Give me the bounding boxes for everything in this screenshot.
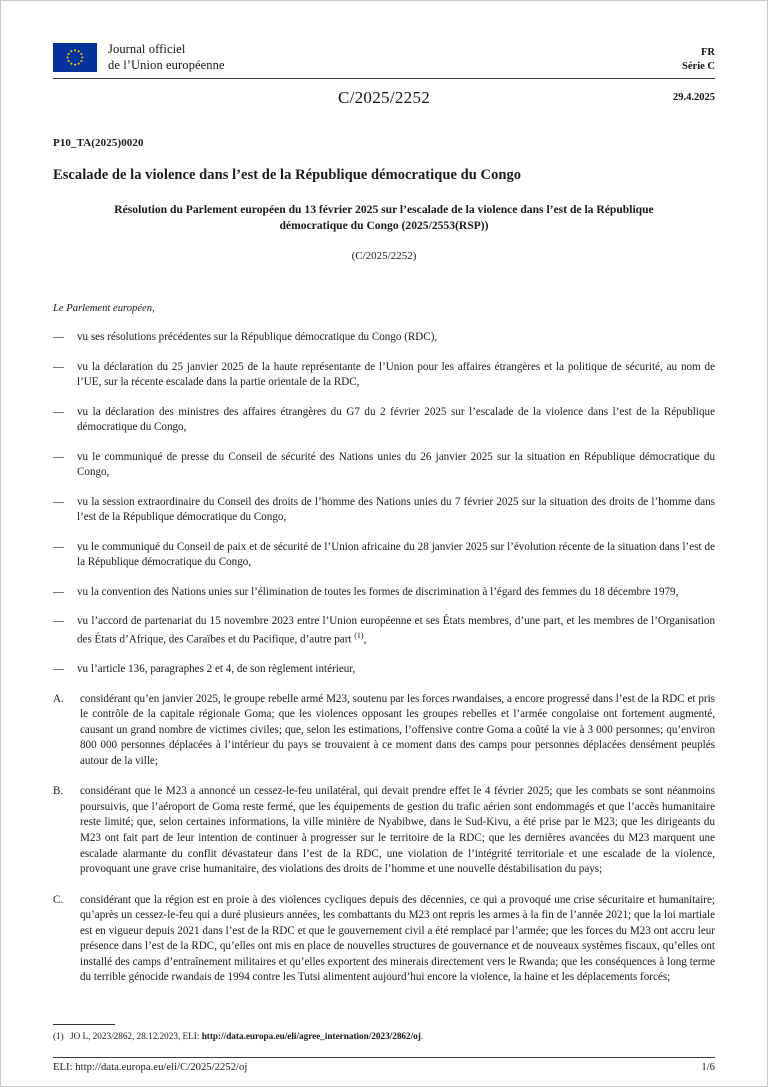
citation-text: vu la session extraordinaire du Conseil des droits de l’homme des Nations unies du 7 février 2025 sur la situation des droits de l’homme dans l’est de la République démocratique du Congo, — [77, 495, 715, 524]
citation-text: vu la convention des Nations unies sur l’élimination de toutes les formes de discrimination à l’égard des femmes du 18 décembre 1979, — [77, 585, 679, 598]
citation-item — [53, 330, 715, 346]
recital-text: considérant que le M23 a annoncé un cessez-le-feu unilatéral, qui devait prendre effet le 4 février 2025; que les combats se sont néanmoins poursuivis, que l’aéroport de Goma reste fermé, que les équipements de gestion du trafic aérien sont endommagés et que l’accès humanitaire reste limité; que, selon certaines informations, la ville minière de Nyabibwe, dans le Sud-Kivu, a été prise par le M23; que les dirigeants du M23 ont fait part de leur intention de continuer à progresser sur le territoire de la RDC; que les dernières avancées du M23 marquent une escalade alarmante du conflit dévastateur dans l’est de la RDC, une violation de l’intégrité territoriale et une escalade de la violence, provoquant une grave crise humanitaire, des violations des droits de l’homme et une nouvelle déstabilisation du pays; — [80, 785, 715, 876]
footnote-reference[interactable]: (1) — [354, 631, 364, 640]
citation-item — [53, 450, 715, 481]
recital-item — [53, 893, 715, 986]
footnote-area — [53, 1024, 715, 1042]
citation-text-with-footnote — [77, 614, 715, 648]
recital-letter: C. — [53, 893, 64, 906]
citation-dash: — — [53, 663, 65, 676]
citation-dash: — — [53, 540, 65, 553]
document-number: C/2025/2252 — [337, 87, 431, 107]
recital-letter: A. — [53, 692, 64, 705]
citation-text: vu la déclaration des ministres des affaires étrangères du G7 du 2 février 2025 sur l’escalade de la violence dans l’est de la République démocratique du Congo, — [77, 405, 715, 434]
citation-item — [53, 360, 715, 391]
footer-divider — [53, 1057, 715, 1058]
footer-eli-link[interactable]: ELI: http://data.europa.eu/eli/C/2025/2252/oj — [53, 1062, 248, 1073]
journal-title-line1: Journal officiel — [108, 42, 186, 56]
recital-item — [53, 692, 715, 770]
citation-text: vu ses résolutions précédentes sur la République démocratique du Congo (RDC), — [77, 331, 438, 344]
masthead-meta — [682, 46, 715, 74]
page-footer — [53, 1057, 715, 1073]
citation-text: vu l’accord de partenariat du 15 novembre 2023 entre l’Union européenne et ses États membres, d’une part, et les membres de l’Organisation des États d’Afrique, des Caraïbes et du Pacifique, d’autre part — [77, 615, 715, 646]
language-code: FR — [701, 46, 715, 58]
page-number: 1/6 — [701, 1062, 715, 1073]
document-date: 29.4.2025 — [673, 91, 715, 103]
citation-text: vu l’article 136, paragraphes 2 et 4, de son règlement intérieur, — [77, 663, 356, 676]
citation-item — [53, 540, 715, 571]
document-id-row — [53, 88, 715, 110]
citation-dash: — — [53, 495, 65, 508]
citation-text: vu le communiqué de presse du Conseil de sécurité des Nations unies du 26 janvier 2025 sur la situation en République démocratique du Congo, — [77, 450, 715, 479]
masthead — [53, 1, 715, 74]
citation-dash: — — [53, 405, 65, 418]
ta-reference: P10_TA(2025)0020 — [53, 136, 144, 149]
citation-item — [53, 662, 715, 678]
citation-item — [53, 614, 715, 648]
citation-item — [53, 495, 715, 526]
footer-row — [53, 1062, 715, 1073]
body-lead-in: Le Parlement européen, — [53, 303, 155, 315]
footnote-suffix: . — [420, 1030, 424, 1041]
resolution-subtitle: Résolution du Parlement européen du 13 février 2025 sur l’escalade de la violence dans l’est de la République démocratique du Congo (2025/2553(RSP)) — [114, 202, 654, 233]
footnote-prefix: JO L, 2023/2862, 28.12.2023, ELI: — [70, 1030, 202, 1041]
citation-text: vu la déclaration du 25 janvier 2025 de la haute représentante de l’Union pour les affaires étrangères et la politique de sécurité, au nom de l’UE, sur la récente escalade dans la partie orientale de la RDC, — [77, 360, 715, 389]
journal-title-line2: de l’Union européenne — [108, 58, 225, 73]
footnote-link[interactable]: http://data.europa.eu/eli/agree_internation/2023/2862/oj — [201, 1030, 421, 1041]
citation-dash: — — [53, 331, 65, 344]
page-title: Escalade de la violence dans l’est de la République démocratique du Congo — [53, 166, 522, 183]
citation-dash: — — [53, 360, 65, 373]
footnote-item — [53, 1030, 715, 1042]
eu-flag-icon — [53, 43, 97, 72]
recital-text: considérant que la région est en proie à des violences cycliques depuis des décennies, ce qui a provoqué une crise sécuritaire et humanitaire; qu’après un cessez-le-feu qui a duré plusieurs années, les combattants du M23 ont repris les armes à la fin de l’année 2021; que la loi martiale est en vigueur depuis 2021 dans l’est de la RDC et que le gouvernement civil a été remplacé par l’armée; que les forces du M23 ont accru leur présence dans l’est de la RDC, qu’elles ont mis en place de nouvelles structures de gouvernance et de nouveaux systèmes fiscaux, qu’elles ont installé des camps d’entraînement militaires et qu’elles exportent des minerais directement vers le Rwanda; que les conséquences à long terme du terrible génocide rwandais de 1994 contre les Tutsi alimentent aujourd’hui encore la violence, la haine et les déplacements forcés; — [80, 893, 715, 984]
citation-dash: — — [53, 450, 65, 463]
footnote-body — [70, 1030, 715, 1042]
journal-title — [108, 41, 225, 74]
series-code: Série C — [682, 60, 715, 72]
header-divider — [53, 78, 715, 79]
document-body — [53, 303, 715, 986]
citation-item — [53, 405, 715, 436]
page-content — [53, 1, 715, 1086]
citation-item — [53, 585, 715, 601]
citation-dash: — — [53, 585, 65, 598]
masthead-brand — [53, 41, 225, 74]
footnote-marker: (1) — [53, 1030, 64, 1041]
recital-letter: B. — [53, 785, 64, 798]
resolution-reference: (C/2025/2252) — [351, 250, 417, 263]
footnote-divider — [53, 1024, 115, 1025]
citation-trailing: , — [363, 633, 367, 646]
recital-text: considérant qu’en janvier 2025, le groupe rebelle armé M23, soutenu par les forces rwandaises, a encore progressé dans l’est de la RDC et pris le contrôle de la capitale régionale Goma; que les violences opposant les groupes rebelles et l’armée congolaise ont fortement augmenté, causant un grand nombre de victimes civiles; que, selon les estimations, l’offensive contre Goma a coûté la vie à 3 000 personnes; qu’environ 800 000 personnes déplacées à l’intérieur du pays se trouvaient à ce moment dans des camps pour personnes déplacées densément peuplés autour de la ville; — [80, 692, 715, 767]
recital-item — [53, 784, 715, 877]
citation-text: vu le communiqué du Conseil de paix et de sécurité de l’Union africaine du 28 janvier 2025 sur l’évolution récente de la situation dans l’est de la République démocratique du Congo, — [77, 540, 715, 569]
citation-dash: — — [53, 615, 65, 628]
